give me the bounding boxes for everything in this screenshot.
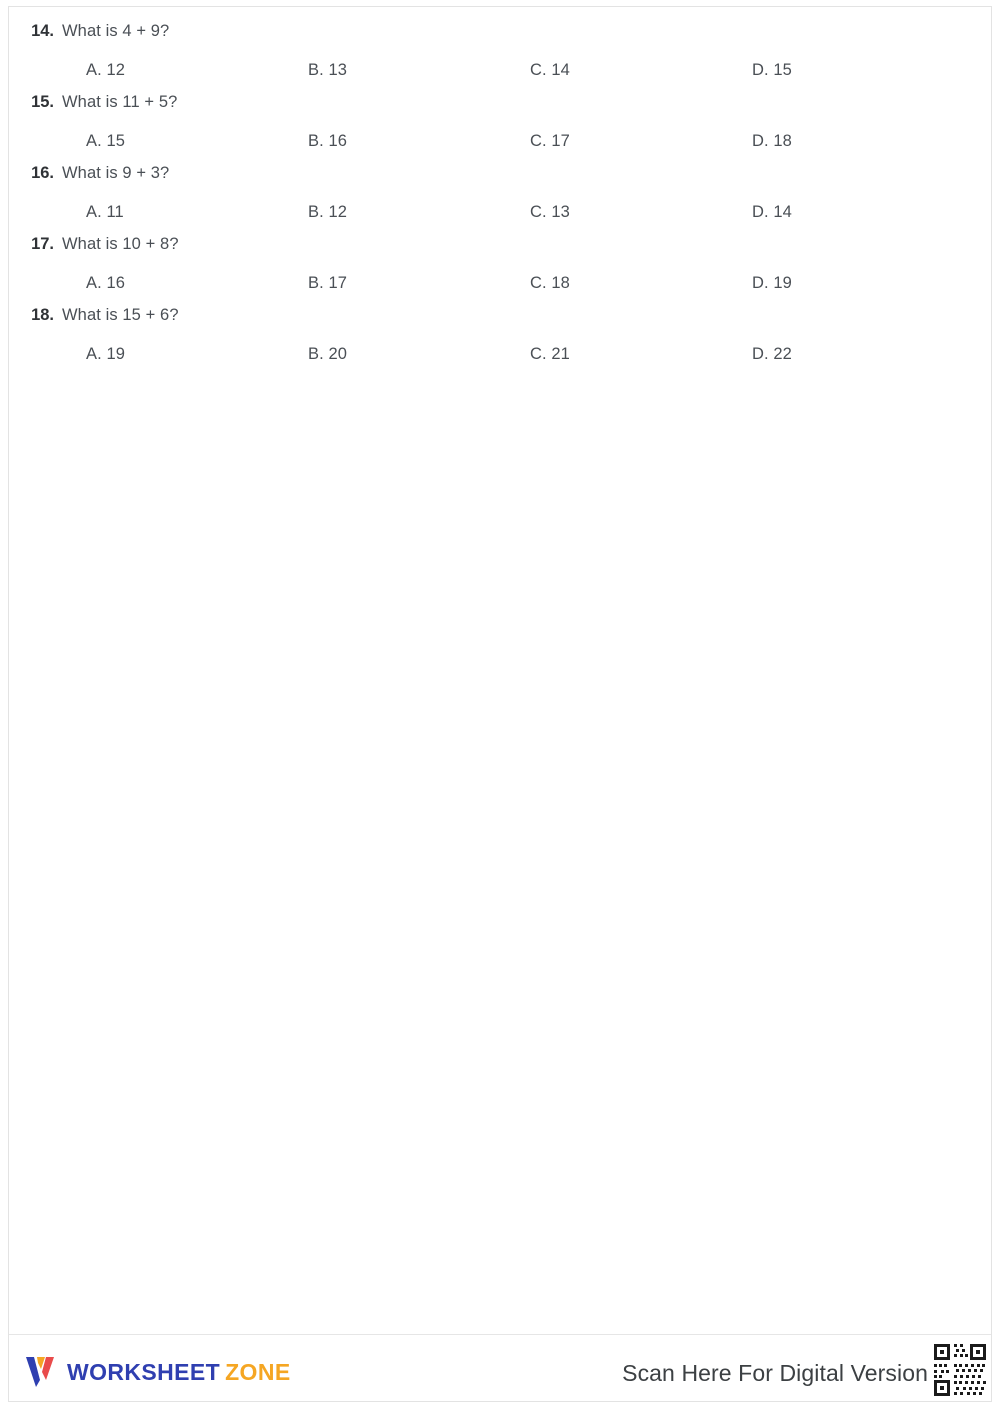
- brand-logo[interactable]: [24, 1354, 291, 1390]
- question-line: [26, 306, 960, 325]
- choice-c[interactable]: C. 13: [530, 203, 570, 221]
- choice-a[interactable]: A. 16: [86, 274, 126, 292]
- footer-divider: [9, 1334, 991, 1335]
- question-number: 15.: [31, 93, 54, 111]
- choices-row: [26, 274, 960, 293]
- question-text: What is 11 + 5?: [62, 93, 178, 111]
- choice-c[interactable]: C. 14: [530, 61, 570, 79]
- question-line: [26, 235, 960, 254]
- question-number: 17.: [31, 235, 54, 253]
- question-text: What is 10 + 8?: [62, 235, 179, 253]
- choice-b[interactable]: B. 20: [308, 345, 348, 363]
- question-line: [26, 164, 960, 183]
- choice-d[interactable]: D. 15: [752, 61, 792, 79]
- brand-name-secondary: ZONE: [225, 1358, 291, 1385]
- question-text: What is 9 + 3?: [62, 164, 170, 182]
- question-item: [26, 93, 960, 151]
- choice-a[interactable]: A. 19: [86, 345, 126, 363]
- choice-c[interactable]: C. 17: [530, 132, 570, 150]
- page-footer: [0, 1334, 1000, 1414]
- question-number: 16.: [31, 164, 54, 182]
- choice-b[interactable]: B. 12: [308, 203, 348, 221]
- question-item: [26, 164, 960, 222]
- choice-b[interactable]: B. 16: [308, 132, 348, 150]
- choice-c[interactable]: C. 21: [530, 345, 570, 363]
- question-number: 14.: [31, 22, 54, 40]
- question-number: 18.: [31, 306, 54, 324]
- choice-b[interactable]: B. 13: [308, 61, 348, 79]
- choice-a[interactable]: A. 11: [86, 203, 124, 221]
- questions-list: [0, 0, 1000, 377]
- choice-a[interactable]: A. 15: [86, 132, 126, 150]
- question-item: [26, 22, 960, 80]
- brand-name-primary: WORKSHEET: [67, 1358, 221, 1385]
- worksheet-zone-logo-icon: [24, 1354, 58, 1390]
- choice-d[interactable]: D. 19: [752, 274, 792, 292]
- choice-d[interactable]: D. 22: [752, 345, 792, 363]
- choices-row: [26, 132, 960, 151]
- choices-row: [26, 61, 960, 80]
- brand-text: [67, 1359, 291, 1386]
- question-item: [26, 235, 960, 293]
- question-item: [26, 306, 960, 364]
- choices-row: [26, 345, 960, 364]
- question-text: What is 15 + 6?: [62, 306, 179, 324]
- choice-c[interactable]: C. 18: [530, 274, 570, 292]
- choice-d[interactable]: D. 18: [752, 132, 792, 150]
- choice-d[interactable]: D. 14: [752, 203, 792, 221]
- question-text: What is 4 + 9?: [62, 22, 170, 40]
- qr-code-icon[interactable]: [932, 1342, 988, 1398]
- scan-label: Scan Here For Digital Version: [622, 1360, 928, 1386]
- choice-b[interactable]: B. 17: [308, 274, 348, 292]
- choices-row: [26, 203, 960, 222]
- question-line: [26, 93, 960, 112]
- question-line: [26, 22, 960, 41]
- choice-a[interactable]: A. 12: [86, 61, 126, 79]
